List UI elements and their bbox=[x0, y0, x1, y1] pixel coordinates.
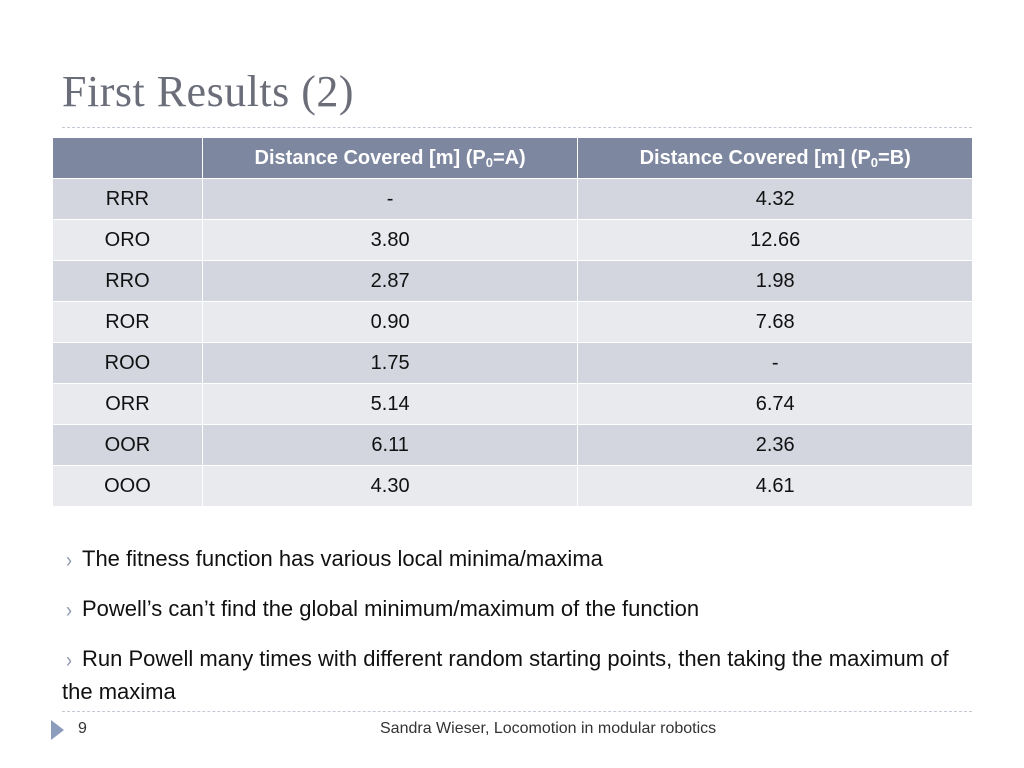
row-label: OOO bbox=[53, 466, 203, 507]
header-b-suffix: =B) bbox=[878, 146, 911, 169]
footer-text: Sandra Wieser, Locomotion in modular robotics bbox=[380, 720, 717, 737]
row-label: RRR bbox=[53, 179, 203, 220]
row-label: ROO bbox=[53, 343, 203, 384]
bullet-item bbox=[62, 543, 962, 576]
cell-distance-b: 4.61 bbox=[578, 466, 973, 507]
table-row bbox=[53, 302, 973, 343]
header-a-suffix: =A) bbox=[492, 146, 526, 169]
chevron-right-icon: › bbox=[66, 547, 72, 572]
slide-title: First Results (2) bbox=[62, 67, 355, 116]
cell-distance-b: 6.74 bbox=[578, 384, 973, 425]
chevron-right-icon: › bbox=[66, 597, 72, 622]
table-row bbox=[53, 220, 973, 261]
header-a-subscript: 0 bbox=[485, 154, 493, 170]
cell-distance-a: 1.75 bbox=[202, 343, 578, 384]
results-table bbox=[52, 137, 973, 507]
chevron-right-icon: › bbox=[66, 647, 72, 672]
header-distance-b bbox=[578, 138, 973, 179]
cell-distance-b: 2.36 bbox=[578, 425, 973, 466]
header-b-text: Distance Covered [m] (P bbox=[639, 146, 871, 169]
header-b-subscript: 0 bbox=[870, 154, 879, 170]
table-row bbox=[53, 179, 973, 220]
page-number: 9 bbox=[78, 720, 87, 737]
cell-distance-b: 7.68 bbox=[578, 302, 973, 343]
cell-distance-b: 4.32 bbox=[578, 179, 973, 220]
bullet-text: Powell’s can’t find the global minimum/maximum of the function bbox=[82, 596, 700, 621]
table-row bbox=[53, 466, 973, 507]
cell-distance-a: 3.80 bbox=[202, 220, 578, 261]
table-row bbox=[53, 384, 973, 425]
cell-distance-a: 6.11 bbox=[202, 425, 578, 466]
bullet-item bbox=[62, 643, 962, 707]
bullet-text: The fitness function has various local minima/maxima bbox=[82, 546, 603, 571]
row-label: OOR bbox=[53, 425, 203, 466]
cell-distance-a: 0.90 bbox=[202, 302, 578, 343]
cell-distance-a: 2.87 bbox=[202, 261, 578, 302]
row-label: RRO bbox=[53, 261, 203, 302]
header-a-text: Distance Covered [m] (P bbox=[254, 146, 486, 169]
header-empty-cell bbox=[53, 138, 203, 179]
bullet-list bbox=[62, 543, 962, 724]
cell-distance-a: - bbox=[202, 179, 578, 220]
header-distance-a bbox=[202, 138, 578, 179]
triangle-right-icon bbox=[51, 720, 64, 740]
cell-distance-b: - bbox=[578, 343, 973, 384]
row-label: ROR bbox=[53, 302, 203, 343]
cell-distance-b: 1.98 bbox=[578, 261, 973, 302]
table-row bbox=[53, 425, 973, 466]
table-row bbox=[53, 343, 973, 384]
footer-divider bbox=[62, 711, 972, 712]
row-label: ORO bbox=[53, 220, 203, 261]
title-divider bbox=[62, 127, 972, 128]
bullet-text: Run Powell many times with different random starting points, then taking the maximum of the maxima bbox=[62, 646, 949, 704]
cell-distance-a: 5.14 bbox=[202, 384, 578, 425]
table-header-row bbox=[53, 138, 973, 179]
cell-distance-a: 4.30 bbox=[202, 466, 578, 507]
cell-distance-b: 12.66 bbox=[578, 220, 973, 261]
bullet-item bbox=[62, 593, 962, 626]
row-label: ORR bbox=[53, 384, 203, 425]
table-row bbox=[53, 261, 973, 302]
